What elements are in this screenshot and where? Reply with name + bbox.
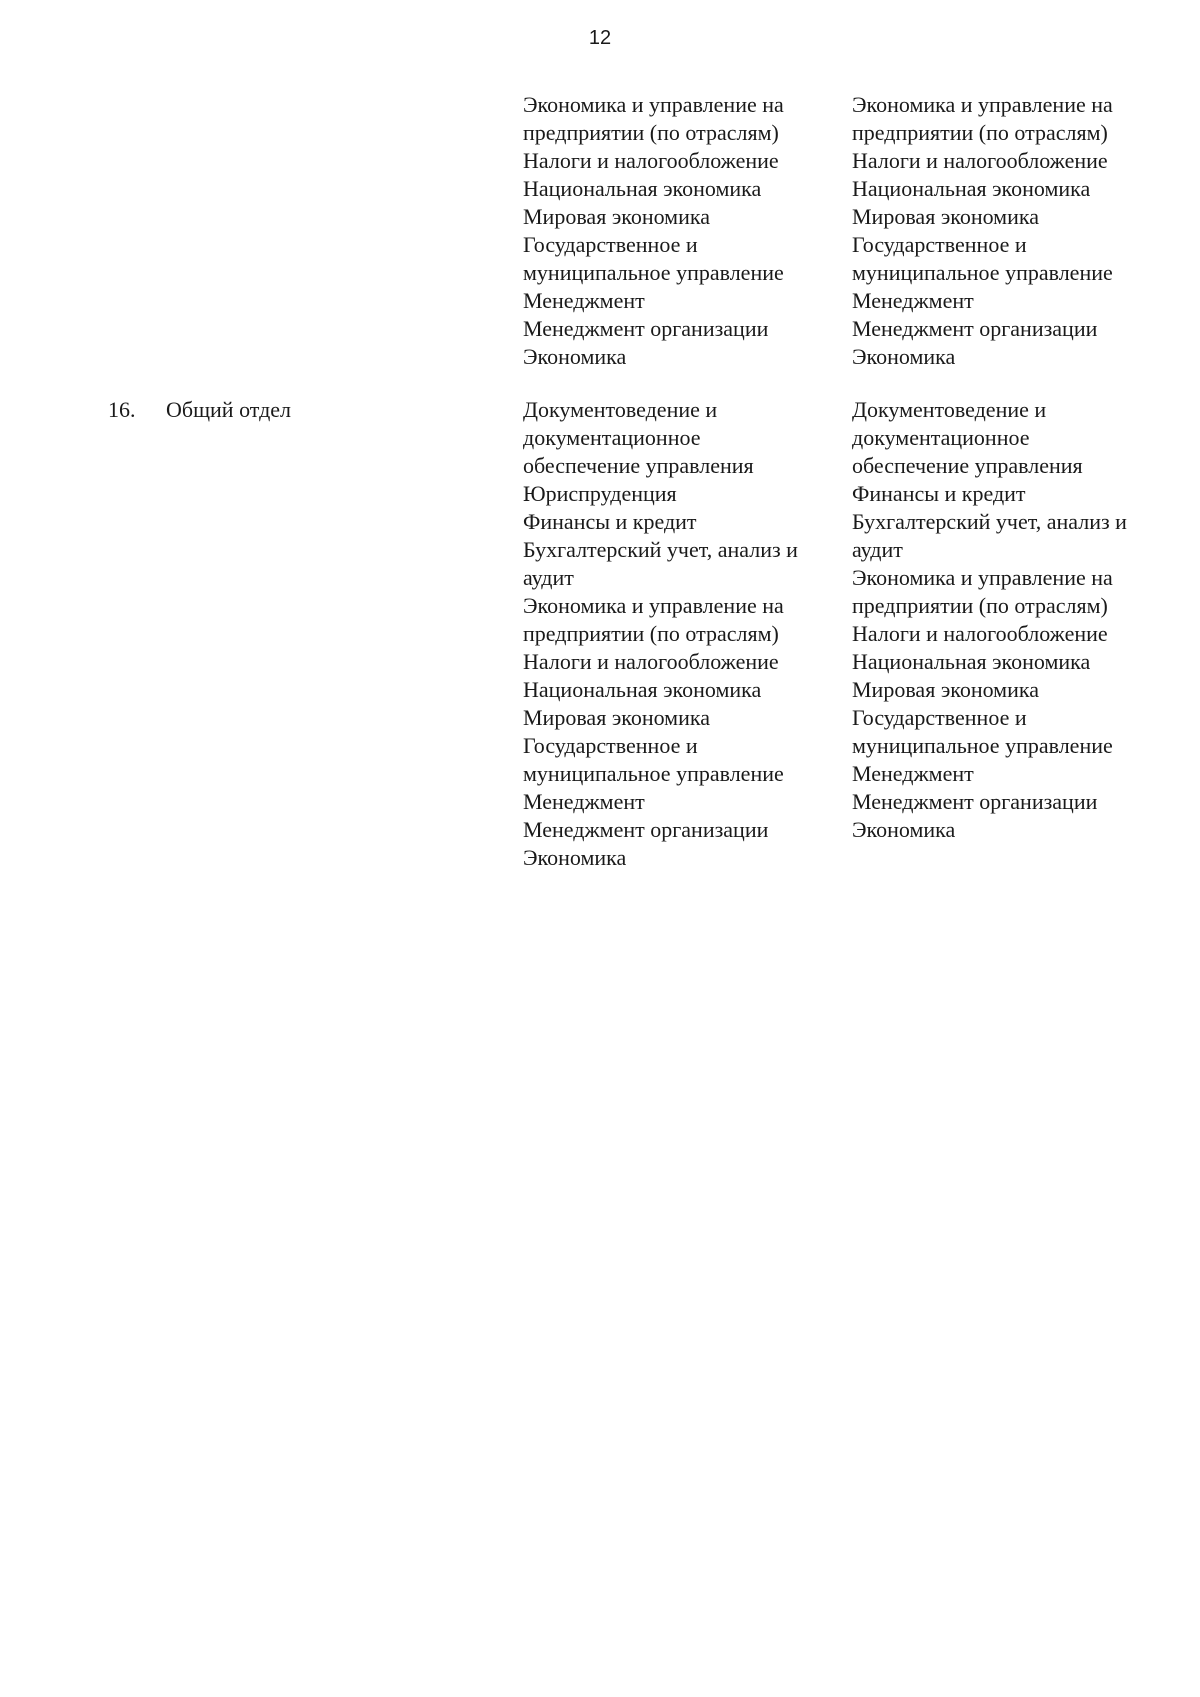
specialty-line: обеспечение управления — [852, 453, 1083, 478]
specialty-line: Юриспруденция — [523, 481, 677, 506]
specialty-line: Налоги и налогообложение — [523, 148, 779, 173]
specialty-line: Документоведение и — [523, 397, 718, 422]
specialty-line: обеспечение управления — [523, 453, 754, 478]
page-number: 12 — [588, 27, 612, 49]
specialty-line: Финансы и кредит — [852, 481, 1026, 506]
specialty-line: Национальная экономика — [852, 176, 1091, 201]
row-number: 16. — [108, 397, 136, 422]
specialty-line: муниципальное управление — [852, 260, 1113, 285]
specialties-column-2 — [852, 91, 1182, 371]
specialty-line: Государственное и — [852, 705, 1027, 730]
specialty-line: муниципальное управление — [523, 260, 784, 285]
specialty-line: Экономика — [523, 344, 627, 369]
specialty-line: документационное — [852, 425, 1030, 450]
specialty-line: Налоги и налогообложение — [852, 148, 1108, 173]
specialty-line: Мировая экономика — [523, 705, 710, 730]
specialty-line: Бухгалтерский учет, анализ и — [523, 537, 798, 562]
specialty-line: Мировая экономика — [852, 677, 1039, 702]
specialty-line: Экономика — [852, 817, 956, 842]
specialty-line: Экономика и управление на — [852, 92, 1113, 117]
specialty-line: Экономика и управление на — [852, 565, 1113, 590]
specialty-line: Менеджмент — [852, 288, 974, 313]
specialties-column-1 — [523, 91, 843, 371]
specialty-line: Менеджмент организации — [523, 316, 769, 341]
specialty-line: Национальная экономика — [852, 649, 1091, 674]
specialty-line: Государственное и — [852, 232, 1027, 257]
specialty-line: Финансы и кредит — [523, 509, 697, 534]
specialty-line: Менеджмент организации — [852, 789, 1098, 814]
specialty-line: Мировая экономика — [852, 204, 1039, 229]
specialty-line: Менеджмент — [852, 761, 974, 786]
specialty-line: муниципальное управление — [523, 761, 784, 786]
specialty-line: Налоги и налогообложение — [523, 649, 779, 674]
specialty-line: Менеджмент — [523, 288, 645, 313]
specialty-line: Бухгалтерский учет, анализ и — [852, 509, 1127, 534]
specialties-column-1 — [523, 396, 843, 872]
specialty-line: предприятии (по отраслям) — [523, 621, 779, 646]
specialty-line: предприятии (по отраслям) — [523, 120, 779, 145]
specialty-line: Национальная экономика — [523, 176, 762, 201]
specialty-line: Экономика — [523, 845, 627, 870]
specialty-line: муниципальное управление — [852, 733, 1113, 758]
specialty-line: Налоги и налогообложение — [852, 621, 1108, 646]
specialty-line: Менеджмент — [523, 789, 645, 814]
specialty-line: аудит — [852, 537, 903, 562]
specialty-line: Экономика и управление на — [523, 92, 784, 117]
specialty-line: документационное — [523, 425, 701, 450]
department-name: Общий отдел — [166, 397, 292, 422]
specialty-line: Менеджмент организации — [523, 817, 769, 842]
specialty-line: предприятии (по отраслям) — [852, 120, 1108, 145]
specialties-column-2 — [852, 396, 1182, 844]
specialty-line: Мировая экономика — [523, 204, 710, 229]
specialty-line: Национальная экономика — [523, 677, 762, 702]
specialty-line: Экономика — [852, 344, 956, 369]
specialty-line: Экономика и управление на — [523, 593, 784, 618]
specialty-line: аудит — [523, 565, 574, 590]
specialty-line: предприятии (по отраслям) — [852, 593, 1108, 618]
specialty-line: Менеджмент организации — [852, 316, 1098, 341]
specialty-line: Государственное и — [523, 733, 698, 758]
specialty-line: Документоведение и — [852, 397, 1047, 422]
specialty-line: Государственное и — [523, 232, 698, 257]
